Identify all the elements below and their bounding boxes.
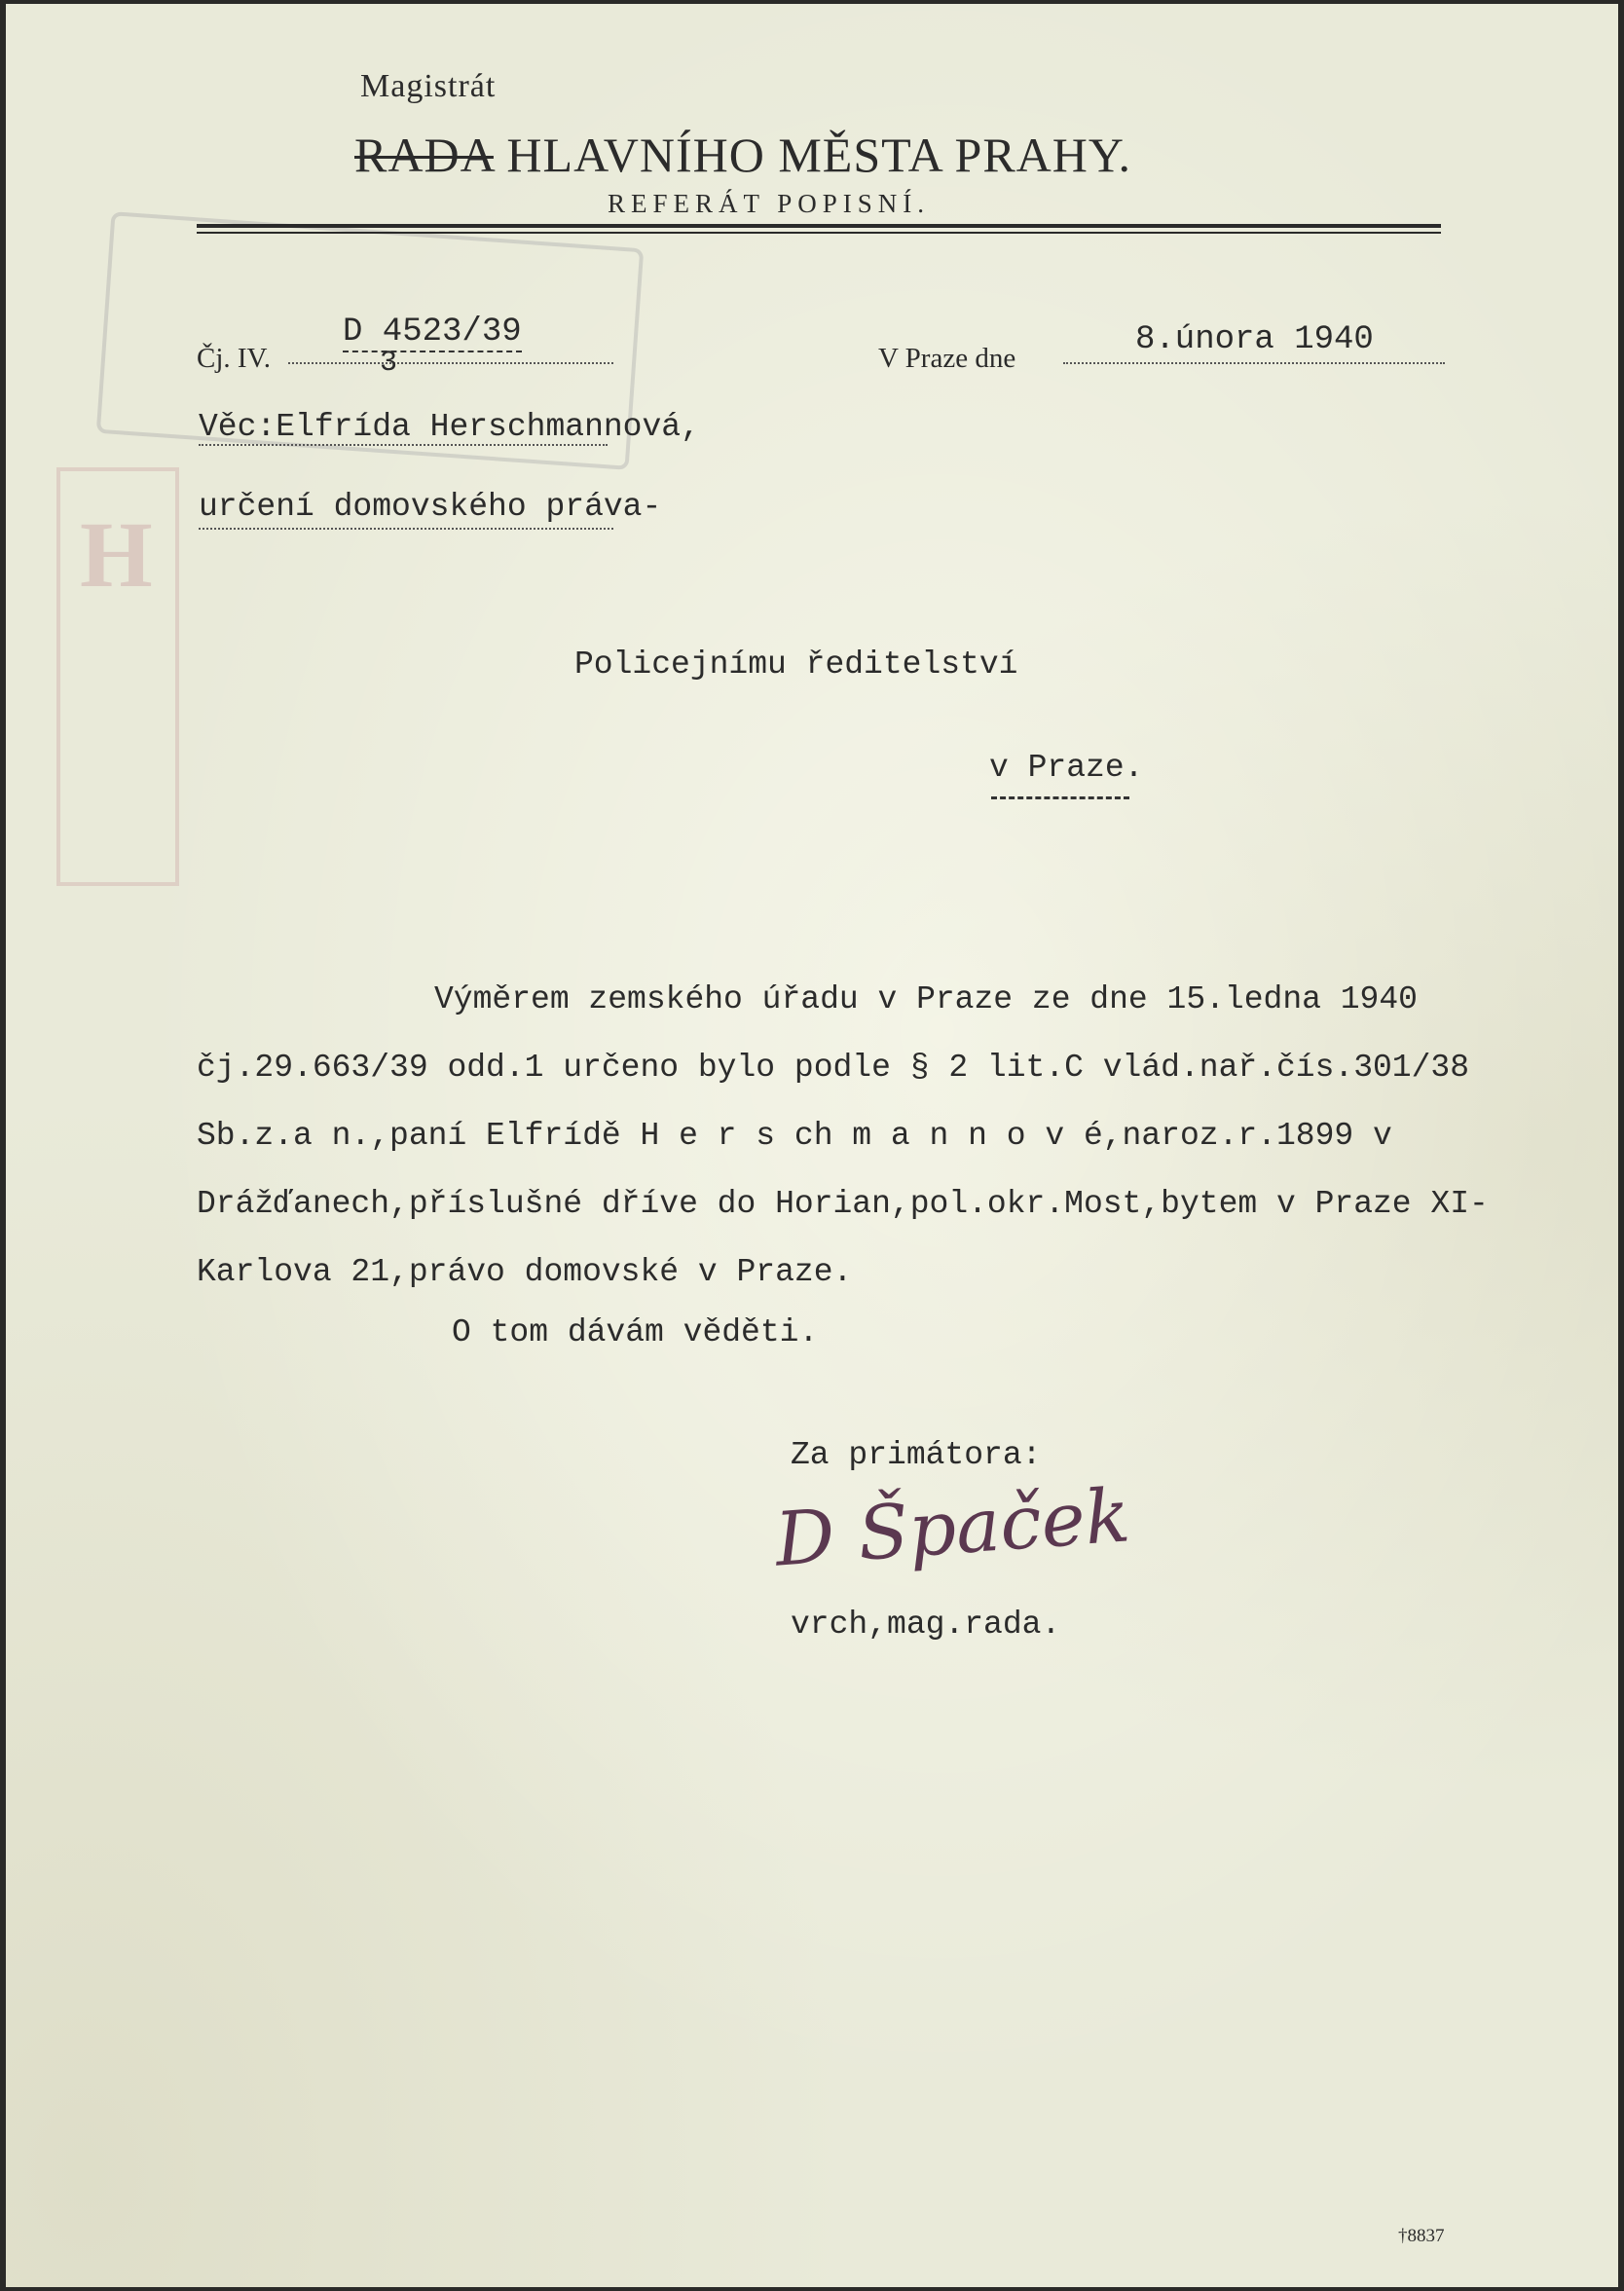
reference-dotted-line	[288, 362, 613, 364]
faded-h-stamp	[56, 467, 179, 886]
closing-title: vrch,mag.rada.	[791, 1607, 1061, 1643]
subject-dotted-line-1	[199, 444, 608, 446]
reference-label: Čj. IV.	[197, 343, 272, 374]
date-label: V Praze dne	[878, 343, 1016, 374]
addressee-line-2: v Praze.	[989, 750, 1144, 786]
addressee-underline	[991, 796, 1129, 799]
body-line-2: čj.29.663/39 odd.1 určeno bylo podle § 2 lit.C vlád.nař.čís.301/38	[197, 1050, 1470, 1086]
footer-code: †8837	[1398, 2226, 1445, 2246]
handwritten-signature: D Špaček	[772, 1471, 1133, 1583]
addressee-line-1: Policejnímu ředitelství	[574, 647, 1018, 683]
header-rule-thick	[197, 224, 1441, 228]
h-stamp-letter: H	[80, 502, 153, 607]
reference-number-text: D 4523/39	[343, 314, 522, 351]
header-rule-thin	[197, 232, 1441, 234]
reference-sub: 3	[380, 347, 398, 380]
subject-line-2: určení domovského práva-	[199, 489, 662, 525]
body-line-5: Karlova 21,právo domovské v Praze.	[197, 1254, 853, 1290]
body-line-1: Výměrem zemského úřadu v Praze ze dne 15.ledna 1940	[434, 981, 1418, 1017]
subject-line-1: Věc:Elfrída Herschmannová,	[199, 409, 700, 445]
subject-dotted-line-2	[199, 528, 613, 530]
letterhead-department: REFERÁT POPISNÍ.	[608, 189, 931, 218]
document-page	[6, 4, 1618, 2287]
letterhead-title	[354, 127, 1131, 183]
date-value: 8.února 1940	[1135, 321, 1374, 358]
body-line-3: Sb.z.a n.,paní Elfrídě H e r s ch m a n n o v é,naroz.r.1899 v	[197, 1118, 1392, 1154]
body-line-4: Drážďanech,příslušné dříve do Horian,pol.okr.Most,bytem v Praze XI-	[197, 1186, 1489, 1222]
letterhead-magistrat: Magistrát	[360, 68, 497, 104]
body-line-6: O tom dávám věděti.	[452, 1314, 819, 1350]
letterhead-rada-struck: RADA	[354, 128, 494, 182]
reference-number	[343, 314, 522, 351]
letterhead-title-rest: HLAVNÍHO MĚSTA PRAHY.	[506, 128, 1132, 182]
date-dotted-line	[1063, 362, 1445, 364]
closing-za-primatora: Za primátora:	[791, 1437, 1042, 1473]
